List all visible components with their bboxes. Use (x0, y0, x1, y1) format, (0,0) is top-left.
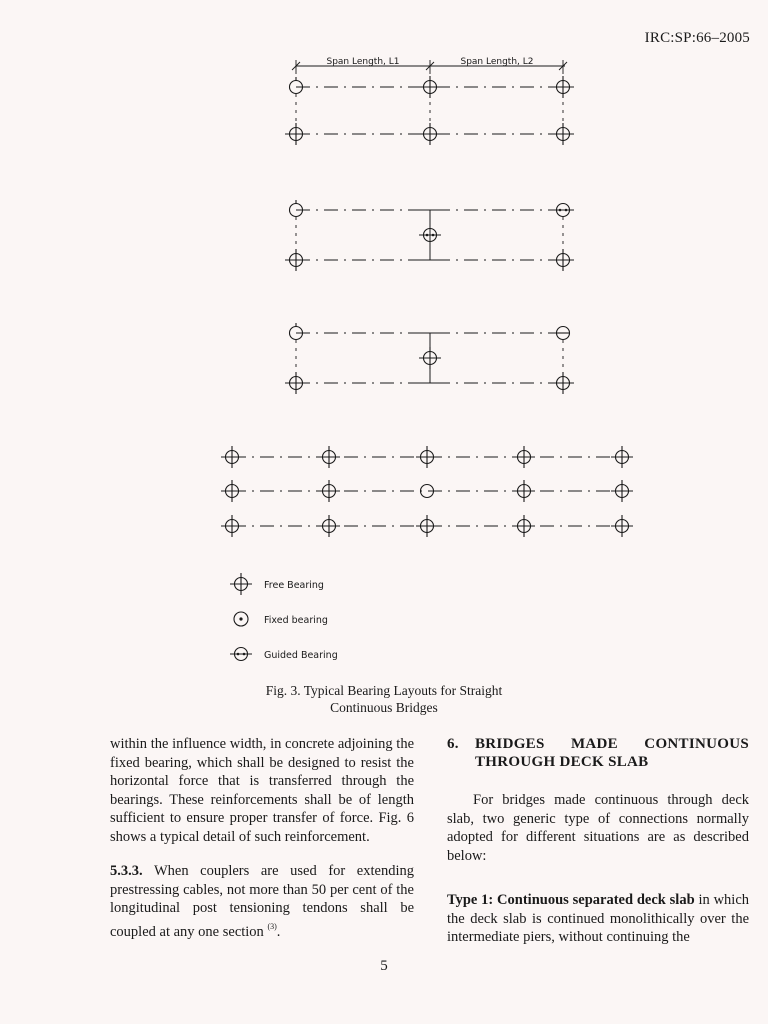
left-paragraph-1: within the influence width, in concrete adjoining the fixed bearing, which shall be designed to resist the horizontal force that is transferred through the bearings. These reinforcements shall be of length sufficient to ensure proper transfer of force. Fig. 6 shows a typical detail of such reinforcement. (110, 736, 414, 845)
span-label-l2: Span Length, L2 (460, 57, 534, 67)
right-column (447, 735, 749, 947)
span-label-l1: Span Length, L1 (326, 57, 400, 67)
bearing-layout-3 (285, 323, 574, 394)
reference-marker: (3) (267, 921, 277, 931)
section-heading (447, 735, 749, 771)
document-code: IRC:SP:66–2005 (644, 30, 750, 46)
free-bearing-icon (611, 446, 633, 468)
guided-bearing-icon (230, 648, 252, 661)
figure-caption-line-1: Fig. 3. Typical Bearing Layouts for Straight (265, 683, 503, 698)
figure-legend (230, 573, 338, 661)
free-bearing-icon (513, 446, 535, 468)
bearing-layout-4 (221, 446, 633, 537)
legend-fixed-bearing-label: Fixed bearing (264, 615, 328, 626)
free-bearing-icon (611, 515, 633, 537)
right-paragraph-1: For bridges made continuous through deck slab, two generic type of connections normally adopted for different situations are as described below: (447, 792, 749, 864)
free-bearing-icon (552, 123, 574, 145)
free-bearing-icon (285, 249, 307, 271)
free-bearing-icon (552, 76, 574, 98)
free-bearing-icon (611, 480, 633, 502)
free-bearing-icon (285, 123, 307, 145)
figure-caption (0, 682, 768, 716)
left-column (110, 735, 414, 941)
section-number: 6. (447, 736, 459, 752)
free-bearing-icon (416, 446, 438, 468)
type-1-text: in which the deck slab is continued monolithically over the intermediate piers, without continuing the (447, 892, 750, 945)
legend-free-bearing-label: Free Bearing (264, 580, 324, 591)
free-bearing-icon (552, 372, 574, 394)
clause-number: 5.3.3. (110, 863, 143, 879)
free-bearing-icon (285, 372, 307, 394)
free-bearing-icon (552, 249, 574, 271)
free-bearing-icon (318, 480, 340, 502)
guided-bearing-icon (552, 204, 574, 217)
clause-end: . (276, 923, 281, 940)
free-bearing-icon (419, 123, 441, 145)
free-bearing-icon (416, 515, 438, 537)
clause-text: When couplers are used for extending prestressing cables, not more than 50 per cent of the longitudinal post tensioning tendons shall be coupled at any one section (110, 863, 414, 940)
legend-guided-bearing-label: Guided Bearing (264, 650, 338, 661)
type-1-label: Type 1: Continuous separated deck slab (447, 892, 695, 908)
free-bearing-icon (318, 515, 340, 537)
free-bearing-icon (318, 446, 340, 468)
page-number: 5 (380, 958, 388, 974)
free-bearing-icon (221, 446, 243, 468)
figure-caption-line-2: Continuous Bridges (330, 700, 438, 715)
free-bearing-icon (221, 515, 243, 537)
type-1-paragraph (447, 891, 749, 947)
section-title: BRIDGES MADE CONTINUOUS THROUGH DECK SLAB (475, 736, 749, 770)
clause-5-3-3 (110, 862, 414, 941)
free-bearing-icon (221, 480, 243, 502)
free-bearing-icon (419, 76, 441, 98)
free-bearing-icon (513, 515, 535, 537)
bearing-layout-1 (285, 76, 574, 145)
bearing-layout-2 (285, 200, 574, 271)
free-bearing-icon (513, 480, 535, 502)
free-bearing-icon (419, 347, 441, 369)
fixed-bearing-icon (234, 612, 248, 626)
free-bearing-icon (230, 573, 252, 595)
